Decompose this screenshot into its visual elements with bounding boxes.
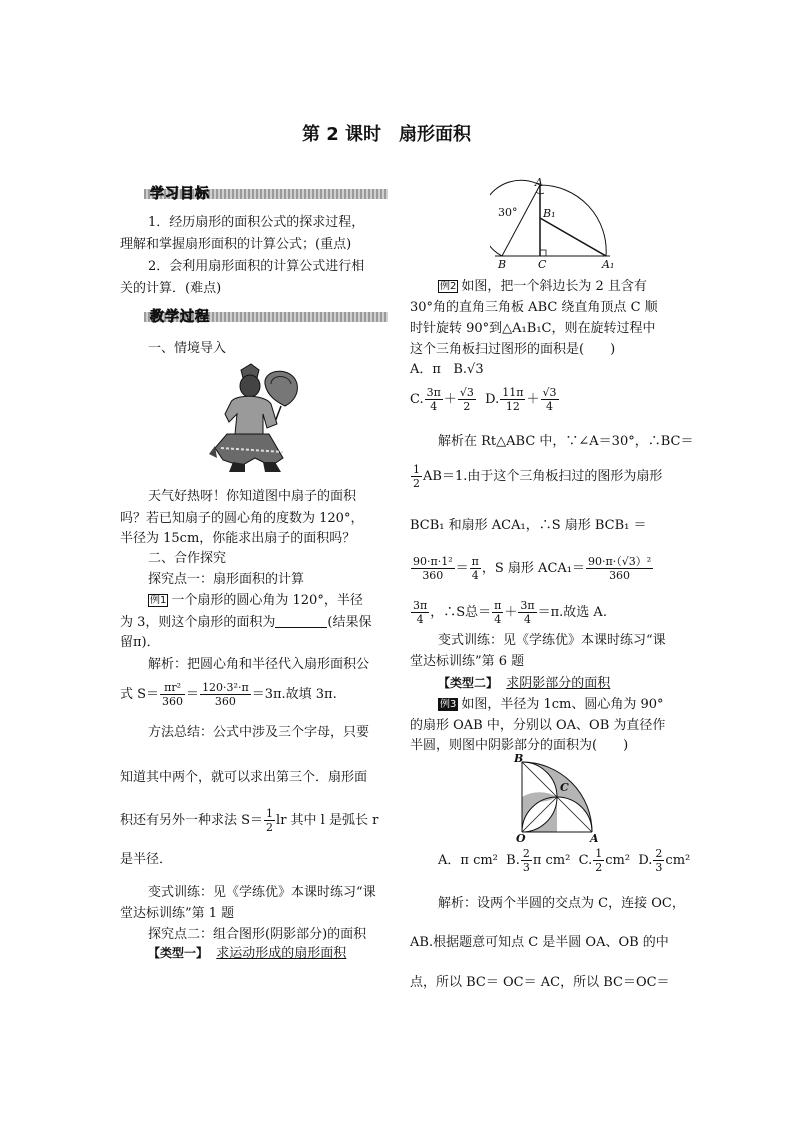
- solution-2-line-4: $\frac{\text{90·π·1²}}{360}$ ＝ $\frac{\pi}{4}$ ，S 扇形 ACA₁＝ $\frac{\text{90·π·（√3）²}}{360}$: [413, 555, 652, 582]
- variant-2-line-2: 堂达标训练”第 6 题: [410, 654, 525, 669]
- figure-quarter-circle: [512, 752, 608, 846]
- figure-1-label-B: B: [498, 258, 507, 271]
- figure-1-label-angle: 30°: [498, 206, 518, 219]
- example-3-tag: 例3: [440, 699, 457, 710]
- solution-3-line-3: 点，所以 BC＝ OC＝ AC，所以 BC＝OC＝: [410, 975, 670, 990]
- solution-1-formula: 式 S＝ $\frac{\text{πr²}}{360}$ ＝ $\frac{\text{120·3²·π}}{360}$ ＝3π.故填 3π.: [120, 681, 337, 708]
- example-1-line-3: 留π)．: [120, 635, 160, 650]
- example-2-line-4: 这个三角板扫过图形的面积是( ): [410, 342, 616, 357]
- example-2-tag: 例2: [440, 281, 457, 292]
- option-a: A．π cm²: [438, 853, 498, 868]
- goal-2-line-2: 关的计算．(难点): [120, 281, 222, 296]
- fan-lady-illustration: [205, 362, 305, 478]
- figure-2-label-C: C: [560, 781, 569, 794]
- option-a: A．π: [410, 362, 441, 377]
- option-d: D. $\frac{2}{3}$ cm²: [638, 847, 691, 874]
- method-summary-line-1: 方法总结：公式中涉及三个字母，只要: [148, 725, 370, 740]
- example-2-line-3: 时针旋转 90°到△A₁B₁C，则在旋转过程中: [410, 321, 656, 336]
- figure-1-label-B1: B₁: [543, 207, 556, 220]
- solution-2-line-5: $\frac{3\pi}{4}$ ，∴S总＝ $\frac{\pi}{4}$ ＋ $\frac{3\pi}{4}$ ＝π.故选 A.: [413, 599, 607, 626]
- option-c: C. $\frac{3\pi}{4}$ ＋ $\frac{√3}{2}$: [410, 386, 474, 413]
- example-2-options-ab: [410, 361, 484, 379]
- method-summary-line-3: 积还有另外一种求法 S＝ $\frac{1}{2}$ lr 其中 l 是弧长 r: [120, 807, 379, 834]
- variant-1-line-2: 堂达标训练”第 1 题: [120, 906, 235, 921]
- solution-1-line-1: 解析：把圆心角和半径代入扇形面积公: [148, 657, 370, 672]
- example-2-options-cd: [410, 385, 560, 415]
- example-3-options: [438, 846, 690, 876]
- option-b: B.√3: [453, 362, 484, 377]
- option-c: C. $\frac{1}{2}$ cm²: [578, 847, 631, 874]
- solution-2-line-2: $\frac{1}{2}$ AB＝1.由于这个三角板扫过的图形为扇形: [413, 463, 663, 490]
- figure-1-label-C: C: [538, 258, 547, 271]
- page-title: 第 2 课时 扇形面积: [302, 124, 472, 145]
- explore-point-1: 探究点一：扇形面积的计算: [148, 572, 305, 587]
- intro-line-3: 半径为 15cm，你能求出扇子的面积吗？: [120, 531, 356, 546]
- section-header-goals: 学习目标: [144, 183, 388, 205]
- example-3-line-3: 半圆，则图中阴影部分的面积为( ): [410, 738, 629, 753]
- example-2-line-2: 30°角的直角三角板 ABC 绕直角顶点 C 顺: [410, 300, 658, 315]
- goal-1-line-2: 理解和掌握扇形面积的计算公式；(重点): [120, 237, 352, 252]
- solution-3-line-2: AB.根据题意可知点 C 是半圆 OA、OB 的中: [410, 935, 669, 950]
- example-3-line-2: 的扇形 OAB 中，分别以 OA、OB 为直径作: [410, 718, 666, 733]
- variant-1-line-1: 变式训练：见《学练优》本课时练习“课: [148, 885, 376, 900]
- figure-2-label-B: B: [514, 752, 524, 765]
- example-1-line-1: 例1 一个扇形的圆心角为 120°，半径: [150, 593, 363, 608]
- coop-heading: 二、合作探究: [148, 551, 227, 566]
- option-b: B. $\frac{2}{3}$ π cm²: [506, 847, 571, 874]
- goal-2-line-1: 2．会利用扇形面积的计算公式进行相: [148, 259, 365, 274]
- figure-2-label-A: A: [590, 832, 599, 845]
- solution-2-line-1: 解析在 Rt△ABC 中，∵∠A＝30°，∴BC＝: [438, 434, 694, 449]
- goal-1-line-1: 1．经历扇形的面积公式的探求过程，: [148, 215, 365, 230]
- method-summary-line-2: 知道其中两个，就可以求出第三个．扇形面: [120, 770, 368, 785]
- example-3-line-1: 例3 如图，半径为 1cm、圆心角为 90°: [440, 697, 664, 712]
- intro-line-2: 吗？若已知扇子的圆心角的度数为 120°，: [120, 511, 364, 526]
- example-1-tag: 例1: [150, 595, 167, 606]
- intro-line-1: 天气好热呀！你知道图中扇子的面积: [148, 489, 357, 504]
- figure-1-label-A: A: [535, 176, 543, 189]
- variant-2-line-1: 变式训练：见《学练优》本课时练习“课: [438, 633, 666, 648]
- solution-2-line-3: BCB₁ 和扇形 ACA₁，∴S 扇形 BCB₁ ＝: [410, 518, 647, 533]
- section-header-process: 教学过程: [144, 306, 388, 328]
- example-1-line-2: 为 3，则这个扇形的面积为 (结果保: [120, 615, 372, 630]
- figure-rotated-triangle: [490, 178, 620, 272]
- type-2-heading: 【类型二】 求阴影部分的面积: [438, 676, 611, 691]
- explore-point-2: 探究点二：组合图形(阴影部分)的面积: [148, 927, 367, 942]
- type-1-heading: 【类型一】 求运动形成的扇形面积: [148, 946, 347, 961]
- method-summary-line-4: 是半径．: [120, 852, 173, 867]
- option-d: D. $\frac{11\pi}{12}$ ＋ $\frac{√3}{4}$: [485, 386, 557, 413]
- figure-2-label-O: O: [516, 832, 526, 845]
- intro-heading: 一、情境导入: [148, 341, 227, 356]
- example-2-line-1: 例2 如图，把一个斜边长为 2 且含有: [440, 279, 647, 294]
- solution-3-line-1: 解析：设两个半圆的交点为 C，连接 OC，: [438, 896, 685, 911]
- answer-blank: [275, 615, 327, 628]
- figure-1-label-A1: A₁: [602, 258, 615, 271]
